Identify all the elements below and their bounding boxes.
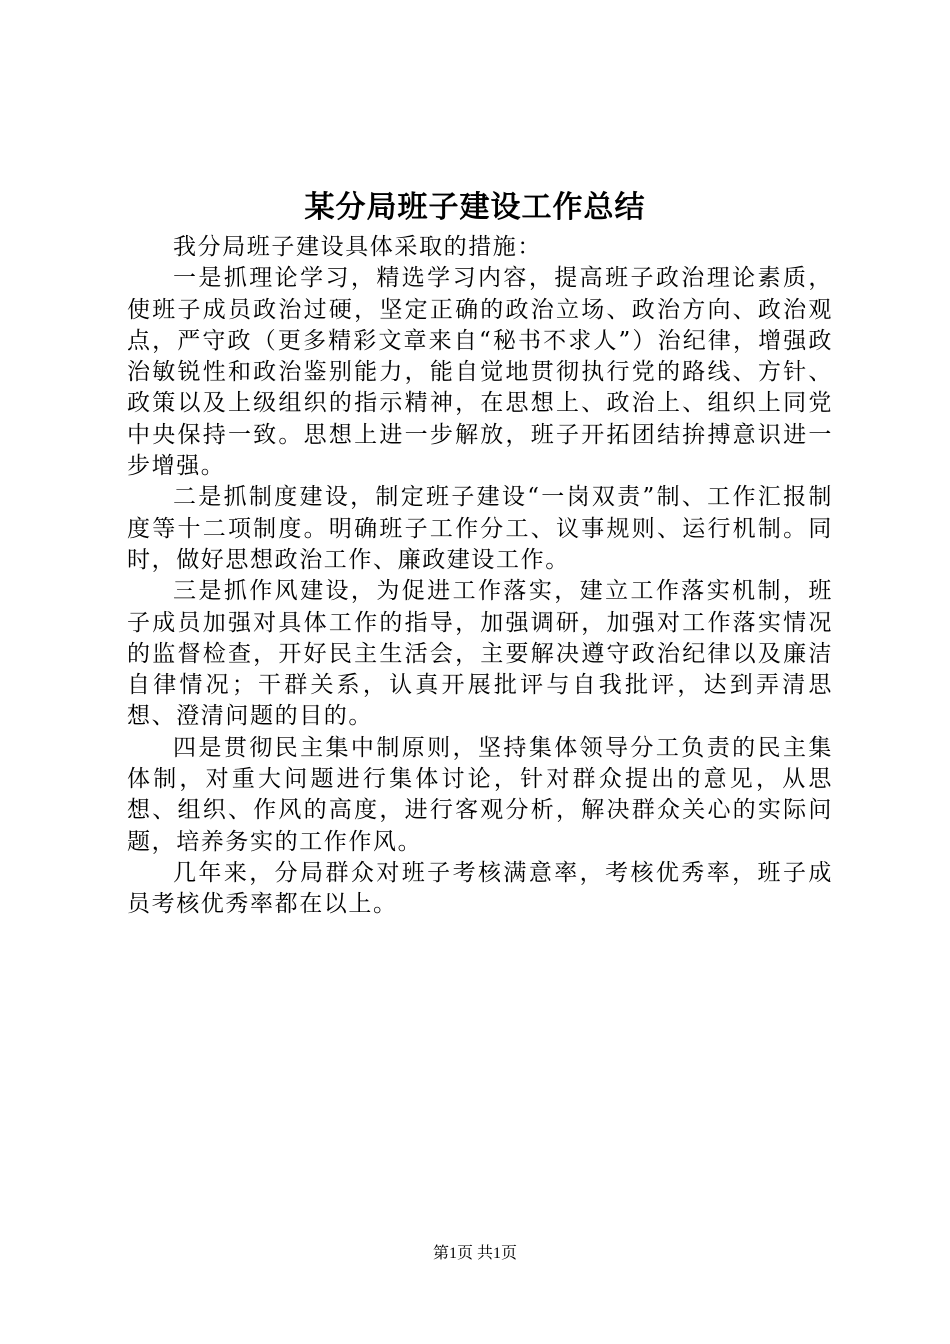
paragraph-conclusion: 几年来，分局群众对班子考核满意率，考核优秀率，班子成员考核优秀率都在以上。 bbox=[127, 859, 833, 918]
paragraph-intro: 我分局班子建设具体采取的措施： bbox=[173, 234, 542, 260]
document-body bbox=[127, 232, 833, 921]
paragraph-style-building: 三是抓作风建设，为促进工作落实，建立工作落实机制，班子成员加强对具体工作的指导，加强调研，加强对工作落实情况的监督检查，开好民主生活会，主要解决遵守政治纪律以及廉洁自律情况；干群关系，认真开展批评与自我批评，达到弄清思想、澄清问题的目的。 bbox=[127, 578, 833, 730]
paragraph-theory-study: 一是抓理论学习，精选学习内容，提高班子政治理论素质，使班子成员政治过硬，坚定正确的政治立场、政治方向、政治观点，严守政（更多精彩文章来自“秘书不求人”）治纪律，增强政治敏锐性和政治鉴别能力，能自觉地贯彻执行党的路线、方针、政策以及上级组织的指示精神，在思想上、政治上、组织上同党中央保持一致。思想上进一步解放，班子开拓团结拚搏意识进一步增强。 bbox=[127, 265, 833, 480]
page-number-footer: 第1页 共1页 bbox=[432, 1245, 517, 1262]
paragraph-system-building: 二是抓制度建设，制定班子建设“一岗双责”制、工作汇报制度等十二项制度。明确班子工作分工、议事规则、运行机制。同时，做好思想政治工作、廉政建设工作。 bbox=[127, 484, 833, 573]
paragraph-democratic-centralism: 四是贯彻民主集中制原则，坚持集体领导分工负责的民主集体制，对重大问题进行集体讨论，针对群众提出的意见，从思想、组织、作风的高度，进行客观分析，解决群众关心的实际问题，培养务实的工作作风。 bbox=[127, 734, 833, 855]
document-title: 某分局班子建设工作总结 bbox=[304, 190, 646, 225]
